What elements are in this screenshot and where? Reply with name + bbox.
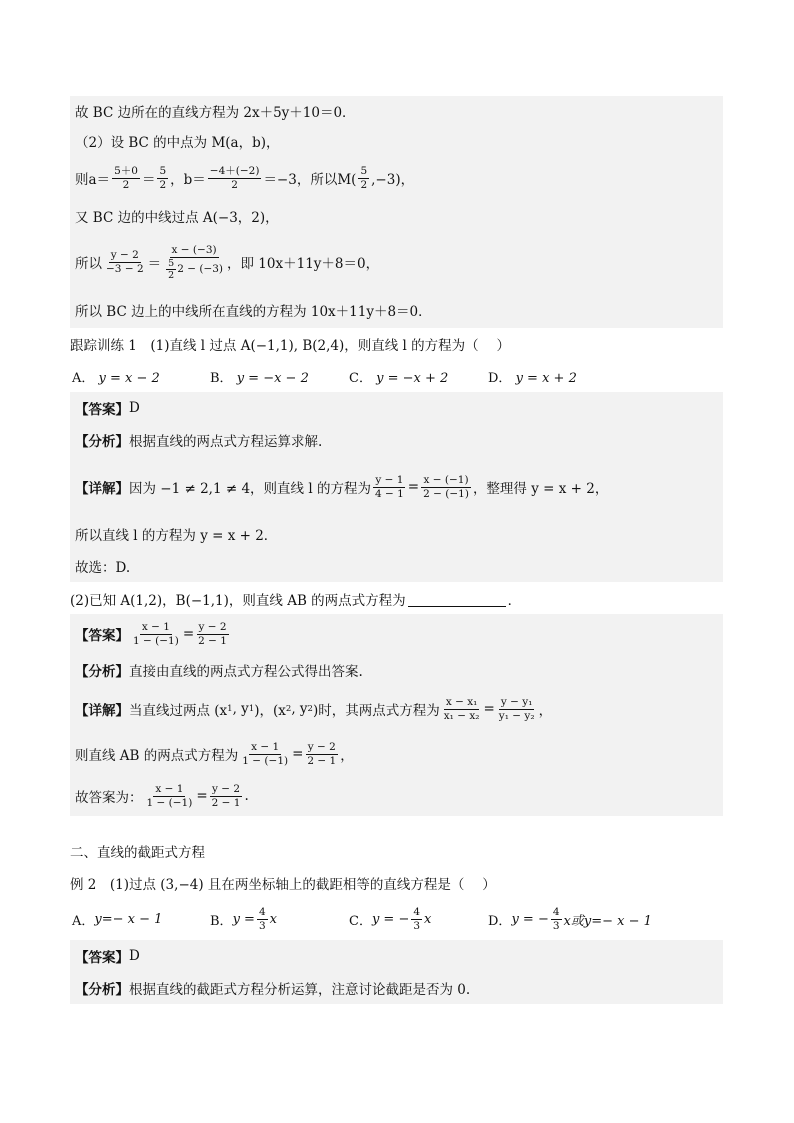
denominator: 2 xyxy=(122,178,130,191)
numerator: y − 2 xyxy=(212,782,241,795)
subscript: 2 xyxy=(285,704,292,714)
denominator: 2 − (−1) xyxy=(423,487,469,500)
numerator: y − 2 xyxy=(110,248,139,261)
text: 故答案为： xyxy=(75,790,143,806)
fraction xyxy=(196,621,229,648)
answer-line-3 xyxy=(70,940,723,972)
fraction xyxy=(373,474,406,501)
text: )，(x xyxy=(254,703,286,719)
text: 则a＝ xyxy=(75,172,111,188)
example-option-d xyxy=(488,903,652,935)
fraction xyxy=(358,165,369,192)
numerator: −4＋(−2) xyxy=(209,164,260,177)
detail-line-1 xyxy=(70,456,723,518)
denominator: 1 − (−1) xyxy=(242,754,289,767)
denominator: 2 xyxy=(360,178,368,191)
numerator: 5 xyxy=(168,257,175,269)
denominator: 2 xyxy=(231,178,238,191)
option-key: B． xyxy=(210,913,233,929)
numerator: y − 1 xyxy=(375,473,404,486)
numerator: y − y₁ xyxy=(500,695,533,708)
numerator: y − 2 xyxy=(307,740,336,753)
analysis-tag: 【分析】 xyxy=(75,664,129,680)
example-option-c xyxy=(349,903,431,935)
text: ，即 10x＋11y＋8＝0， xyxy=(227,256,380,272)
fraction xyxy=(442,696,482,723)
detail-line-1b xyxy=(70,518,723,550)
numerator: x − 1 xyxy=(251,740,280,753)
text: = xyxy=(182,626,195,642)
analysis-text: 直接由直线的两点式方程公式得出答案. xyxy=(129,664,363,680)
text: 当直线过两点 (x xyxy=(129,703,228,719)
nested-fraction xyxy=(166,258,176,281)
denominator xyxy=(163,258,225,281)
option-key: C． xyxy=(349,913,372,929)
denominator: 3 xyxy=(413,919,421,932)
text: ， xyxy=(538,703,553,719)
option-value: y = − xyxy=(371,911,410,927)
fraction xyxy=(104,249,146,276)
answer-value: D xyxy=(129,400,140,416)
analysis-line-2 xyxy=(70,654,723,686)
question-stem-2 xyxy=(70,586,723,612)
text: 2 − (−3) xyxy=(177,262,224,275)
text: 所以直线 l 的方程为 y = x + 2． xyxy=(75,528,278,544)
text: ，整理得 y = x + 2， xyxy=(472,481,609,497)
answer-tag: 【答案】 xyxy=(75,628,129,644)
fraction xyxy=(163,244,225,281)
fraction xyxy=(208,165,262,192)
denominator: 2 xyxy=(159,178,167,191)
text: ＝−3，所以M( xyxy=(263,172,357,188)
detail-line-1c xyxy=(70,550,723,582)
analysis-line-1 xyxy=(70,424,723,456)
option-value: y = xyxy=(232,911,255,927)
subscript: 1 xyxy=(248,704,255,714)
text: = xyxy=(292,746,304,762)
numerator: x − (−3) xyxy=(171,243,217,256)
denominator: 2 − 1 xyxy=(211,796,241,809)
example-option-a xyxy=(72,903,162,935)
fraction xyxy=(240,741,290,768)
text: = xyxy=(483,701,495,717)
solution-line-median-equation xyxy=(70,232,723,292)
text: 二、直线的截距式方程 xyxy=(70,845,205,861)
text: 所以 xyxy=(75,256,102,272)
numerator: 4 xyxy=(413,905,421,918)
text: )时，其两点式方程为 xyxy=(312,703,440,719)
detail-line-2 xyxy=(70,686,723,732)
analysis-tag: 【分析】 xyxy=(75,982,129,998)
answer-tag: 【答案】 xyxy=(75,402,129,418)
detail-line-2b xyxy=(70,732,723,776)
answer-line-2 xyxy=(70,614,723,654)
denominator: −3 − 2 xyxy=(106,262,144,275)
example-stem-2 xyxy=(70,872,723,894)
numerator: 4 xyxy=(258,905,266,918)
text: ， xyxy=(340,748,354,764)
denominator: 1 − (−1) xyxy=(133,634,179,647)
denominator: y₁ − y₂ xyxy=(498,709,535,722)
fraction xyxy=(210,783,243,810)
fraction xyxy=(112,165,140,192)
fraction xyxy=(257,906,268,933)
option-d xyxy=(488,367,577,386)
analysis-line-3 xyxy=(70,972,723,1004)
numerator: 5 xyxy=(360,164,368,177)
text: = xyxy=(196,788,208,804)
text: 故选：D. xyxy=(75,560,131,576)
fraction xyxy=(157,165,168,192)
numerator: 4 xyxy=(552,905,560,918)
analysis-tag: 【分析】 xyxy=(75,434,129,450)
analysis-text: 根据直线的两点式方程运算求解. xyxy=(129,434,323,450)
example-option-b xyxy=(210,903,277,935)
option-b xyxy=(210,367,309,386)
text: (2)已知 A(1,2)，B(−1,1)，则直线 AB 的两点式方程为 xyxy=(70,593,406,609)
option-c xyxy=(349,367,448,386)
text: , y xyxy=(232,701,249,717)
option-value: y = x + 2 xyxy=(515,371,577,386)
answer-line-1 xyxy=(70,392,723,424)
option-a xyxy=(72,367,160,386)
option-value: y = −x − 2 xyxy=(236,371,309,386)
option-value: x xyxy=(269,911,277,927)
fraction xyxy=(421,474,471,501)
option-key: B． xyxy=(210,371,233,386)
text: ，b＝ xyxy=(170,172,206,188)
text: 跟踪训练 1 (1)直线 l 过点 A(−1,1), B(2,4)，则直线 l 的方程为（ ） xyxy=(70,338,510,354)
text: 则直线 AB 的两点式方程为 xyxy=(75,748,239,764)
denominator: 1 − (−1) xyxy=(146,796,193,809)
denominator: x₁ − x₂ xyxy=(443,709,480,722)
fraction xyxy=(497,696,537,723)
option-value: y = x − 2 xyxy=(98,371,160,386)
text: , y xyxy=(291,701,308,717)
fraction xyxy=(305,741,338,768)
detail-line-2c xyxy=(70,776,723,816)
numerator: 5 xyxy=(159,164,167,177)
option-key: A． xyxy=(72,913,95,929)
text: 例 2 (1)过点 (3,−4) 且在两坐标轴上的截距相等的直线方程是（ ） xyxy=(70,877,496,893)
option-key: C． xyxy=(349,371,372,386)
text: 又 BC 边的中线过点 A(−3，2)， xyxy=(75,210,279,226)
numerator: x − x₁ xyxy=(445,695,478,708)
fraction xyxy=(551,906,562,933)
detail-tag: 【详解】 xyxy=(75,481,129,497)
option-value: y = −x + 2 xyxy=(376,371,449,386)
numerator: x − 1 xyxy=(155,782,184,795)
text: （2）设 BC 的中点为 M(a，b)， xyxy=(75,135,280,151)
question-stem-1 xyxy=(70,331,723,357)
numerator: 5＋0 xyxy=(114,164,138,177)
text: ＝ xyxy=(141,172,156,188)
solution-line-median-point xyxy=(70,200,723,232)
fraction xyxy=(145,783,195,810)
option-key: D． xyxy=(488,371,512,386)
section-heading xyxy=(70,840,723,862)
numerator: y − 2 xyxy=(198,620,227,633)
text: . xyxy=(244,788,249,804)
solution-line-midpoint xyxy=(70,126,723,156)
denominator: 2 − 1 xyxy=(307,754,337,767)
denominator: 2 xyxy=(168,269,175,281)
subscript: 2 xyxy=(307,704,313,714)
numerator: x − 1 xyxy=(141,620,170,633)
answer-tag: 【答案】 xyxy=(75,950,129,966)
option-key: D． xyxy=(488,913,512,929)
denominator: 3 xyxy=(552,919,560,932)
text: = xyxy=(407,479,420,495)
fraction xyxy=(411,906,422,933)
numerator: x − (−1) xyxy=(423,473,469,486)
denominator: 4 − 1 xyxy=(374,487,404,500)
text: ＝ xyxy=(147,256,162,272)
text: 故 BC 边所在的直线方程为 2x＋5y＋10＝0． xyxy=(75,105,356,121)
denominator: 3 xyxy=(258,919,266,932)
text: ,−3)， xyxy=(371,172,415,188)
text: ． xyxy=(507,593,522,609)
detail-tag: 【详解】 xyxy=(75,703,129,719)
denominator: 2 − 1 xyxy=(198,634,227,647)
solution-line-conclusion xyxy=(70,292,723,328)
option-value: x xyxy=(424,911,432,927)
subscript: 1 xyxy=(227,704,233,714)
analysis-text: 根据直线的截距式方程分析运算，注意讨论截距是否为 0. xyxy=(129,982,471,998)
option-key: A． xyxy=(72,371,95,386)
text: 因为 −1 ≠ 2,1 ≠ 4，则直线 l 的方程为 xyxy=(129,481,371,497)
answer-blank xyxy=(408,592,506,607)
option-value: y=− x − 1 xyxy=(94,911,163,927)
solution-line-bc-equation xyxy=(70,96,723,126)
fraction xyxy=(131,621,181,648)
text: 所以 BC 边上的中线所在直线的方程为 10x＋11y＋8＝0． xyxy=(75,304,432,320)
option-value: y = − xyxy=(511,911,549,927)
option-value: x或y=− x − 1 xyxy=(563,913,652,929)
solution-line-midpoint-calc xyxy=(70,156,723,200)
answer-value: D xyxy=(129,948,140,964)
